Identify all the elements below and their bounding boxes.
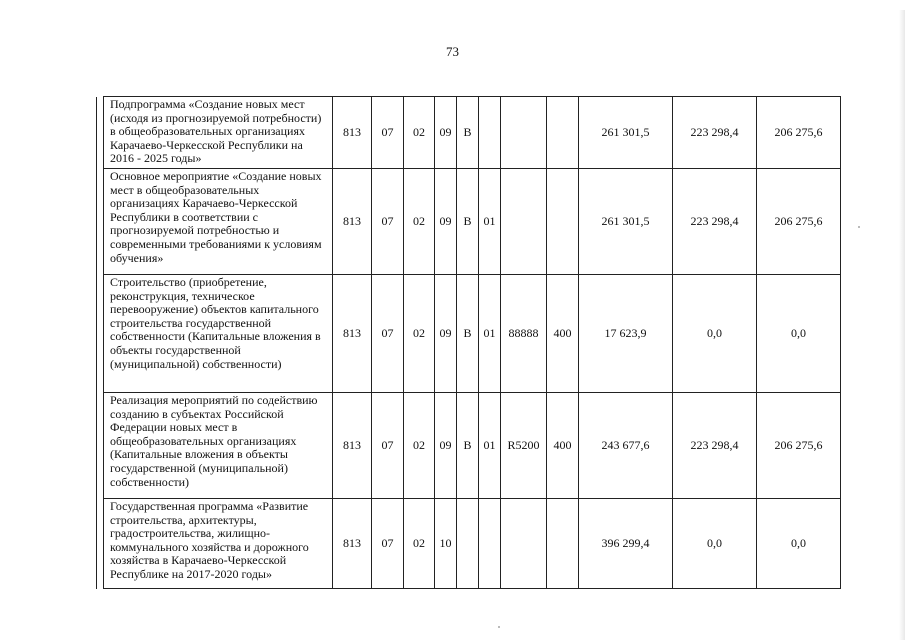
ved-cell: 813 [333,97,372,169]
year1-cell: 17 623,9 [579,275,673,393]
year1-cell: 396 299,4 [579,499,673,589]
page-number: 73 [446,44,459,59]
cs3-cell [479,97,501,169]
cs1-cell: 09 [435,97,457,169]
cs4-cell [501,97,547,169]
vr-cell: 400 [547,393,579,499]
year2-cell: 223 298,4 [673,97,757,169]
vr-cell [547,97,579,169]
row-name: Подпрограмма «Создание новых мест (исходя из прогнозируемой потребности) в общеобразовательных организациях Карачаево-Черкесской Республики на 2016 - 2025 годы» [104,97,333,169]
ved-cell: 813 [333,393,372,499]
year1-cell: 261 301,5 [579,169,673,275]
cs4-cell: 88888 [501,275,547,393]
blank-cell [97,499,104,589]
cs2-cell: В [457,97,479,169]
cs3-cell: 01 [479,169,501,275]
year3-cell: 0,0 [757,275,841,393]
year3-cell: 206 275,6 [757,169,841,275]
cs2-cell: В [457,169,479,275]
table-row [97,393,841,499]
table-row [97,97,841,169]
ved-cell: 813 [333,169,372,275]
blank-cell [97,169,104,275]
cs3-cell: 01 [479,275,501,393]
cs1-cell: 10 [435,499,457,589]
cs4-cell: R5200 [501,393,547,499]
ved-cell: 813 [333,275,372,393]
scan-speck [498,626,500,628]
rz-cell: 07 [372,499,404,589]
pr-cell: 02 [404,169,435,275]
scan-speck [858,226,860,228]
year2-cell: 223 298,4 [673,393,757,499]
ved-cell: 813 [333,499,372,589]
year2-cell: 0,0 [673,499,757,589]
year1-cell: 261 301,5 [579,97,673,169]
cs4-cell [501,169,547,275]
table-row [97,169,841,275]
year3-cell: 206 275,6 [757,97,841,169]
blank-cell [97,393,104,499]
vr-cell [547,499,579,589]
rz-cell: 07 [372,275,404,393]
year1-cell: 243 677,6 [579,393,673,499]
cs2-cell: В [457,393,479,499]
row-name: Строительство (приобретение, реконструкция, техническое перевооружение) объектов капитального строительства государственной собственности (Капитальные вложения в объекты государственной (муниципальной) собственности) [104,275,333,393]
rz-cell: 07 [372,169,404,275]
row-name: Основное мероприятие «Создание новых мест в общеобразовательных организациях Карачаево-Черкесской Республики в соответствии с прогнозируемой потребностью и современными требованиями к условиям обучения» [104,169,333,275]
cs2-cell: В [457,275,479,393]
budget-table [96,96,841,589]
year3-cell: 0,0 [757,499,841,589]
blank-cell [97,97,104,169]
vr-cell: 400 [547,275,579,393]
pr-cell: 02 [404,275,435,393]
rz-cell: 07 [372,97,404,169]
cs3-cell [479,499,501,589]
year2-cell: 223 298,4 [673,169,757,275]
cs4-cell [501,499,547,589]
pr-cell: 02 [404,97,435,169]
cs1-cell: 09 [435,169,457,275]
row-name: Реализация мероприятий по содействию созданию в субъектах Российской Федерации новых мест в общеобразовательных организациях (Капитальные вложения в объекты государственной (муниципальной) собственности) [104,393,333,499]
pr-cell: 02 [404,393,435,499]
rz-cell: 07 [372,393,404,499]
cs2-cell [457,499,479,589]
table-row [97,499,841,589]
table-row [97,275,841,393]
vr-cell [547,169,579,275]
cs3-cell: 01 [479,393,501,499]
cs1-cell: 09 [435,275,457,393]
year3-cell: 206 275,6 [757,393,841,499]
year2-cell: 0,0 [673,275,757,393]
blank-cell [97,275,104,393]
scan-edge-shadow [899,10,905,640]
row-name: Государственная программа «Развитие строительства, архитектуры, градостроительства, жилищно-коммунального хозяйства и дорожного хозяйства в Карачаево-Черкесской Республике на 2017-2020 годы» [104,499,333,589]
cs1-cell: 09 [435,393,457,499]
pr-cell: 02 [404,499,435,589]
